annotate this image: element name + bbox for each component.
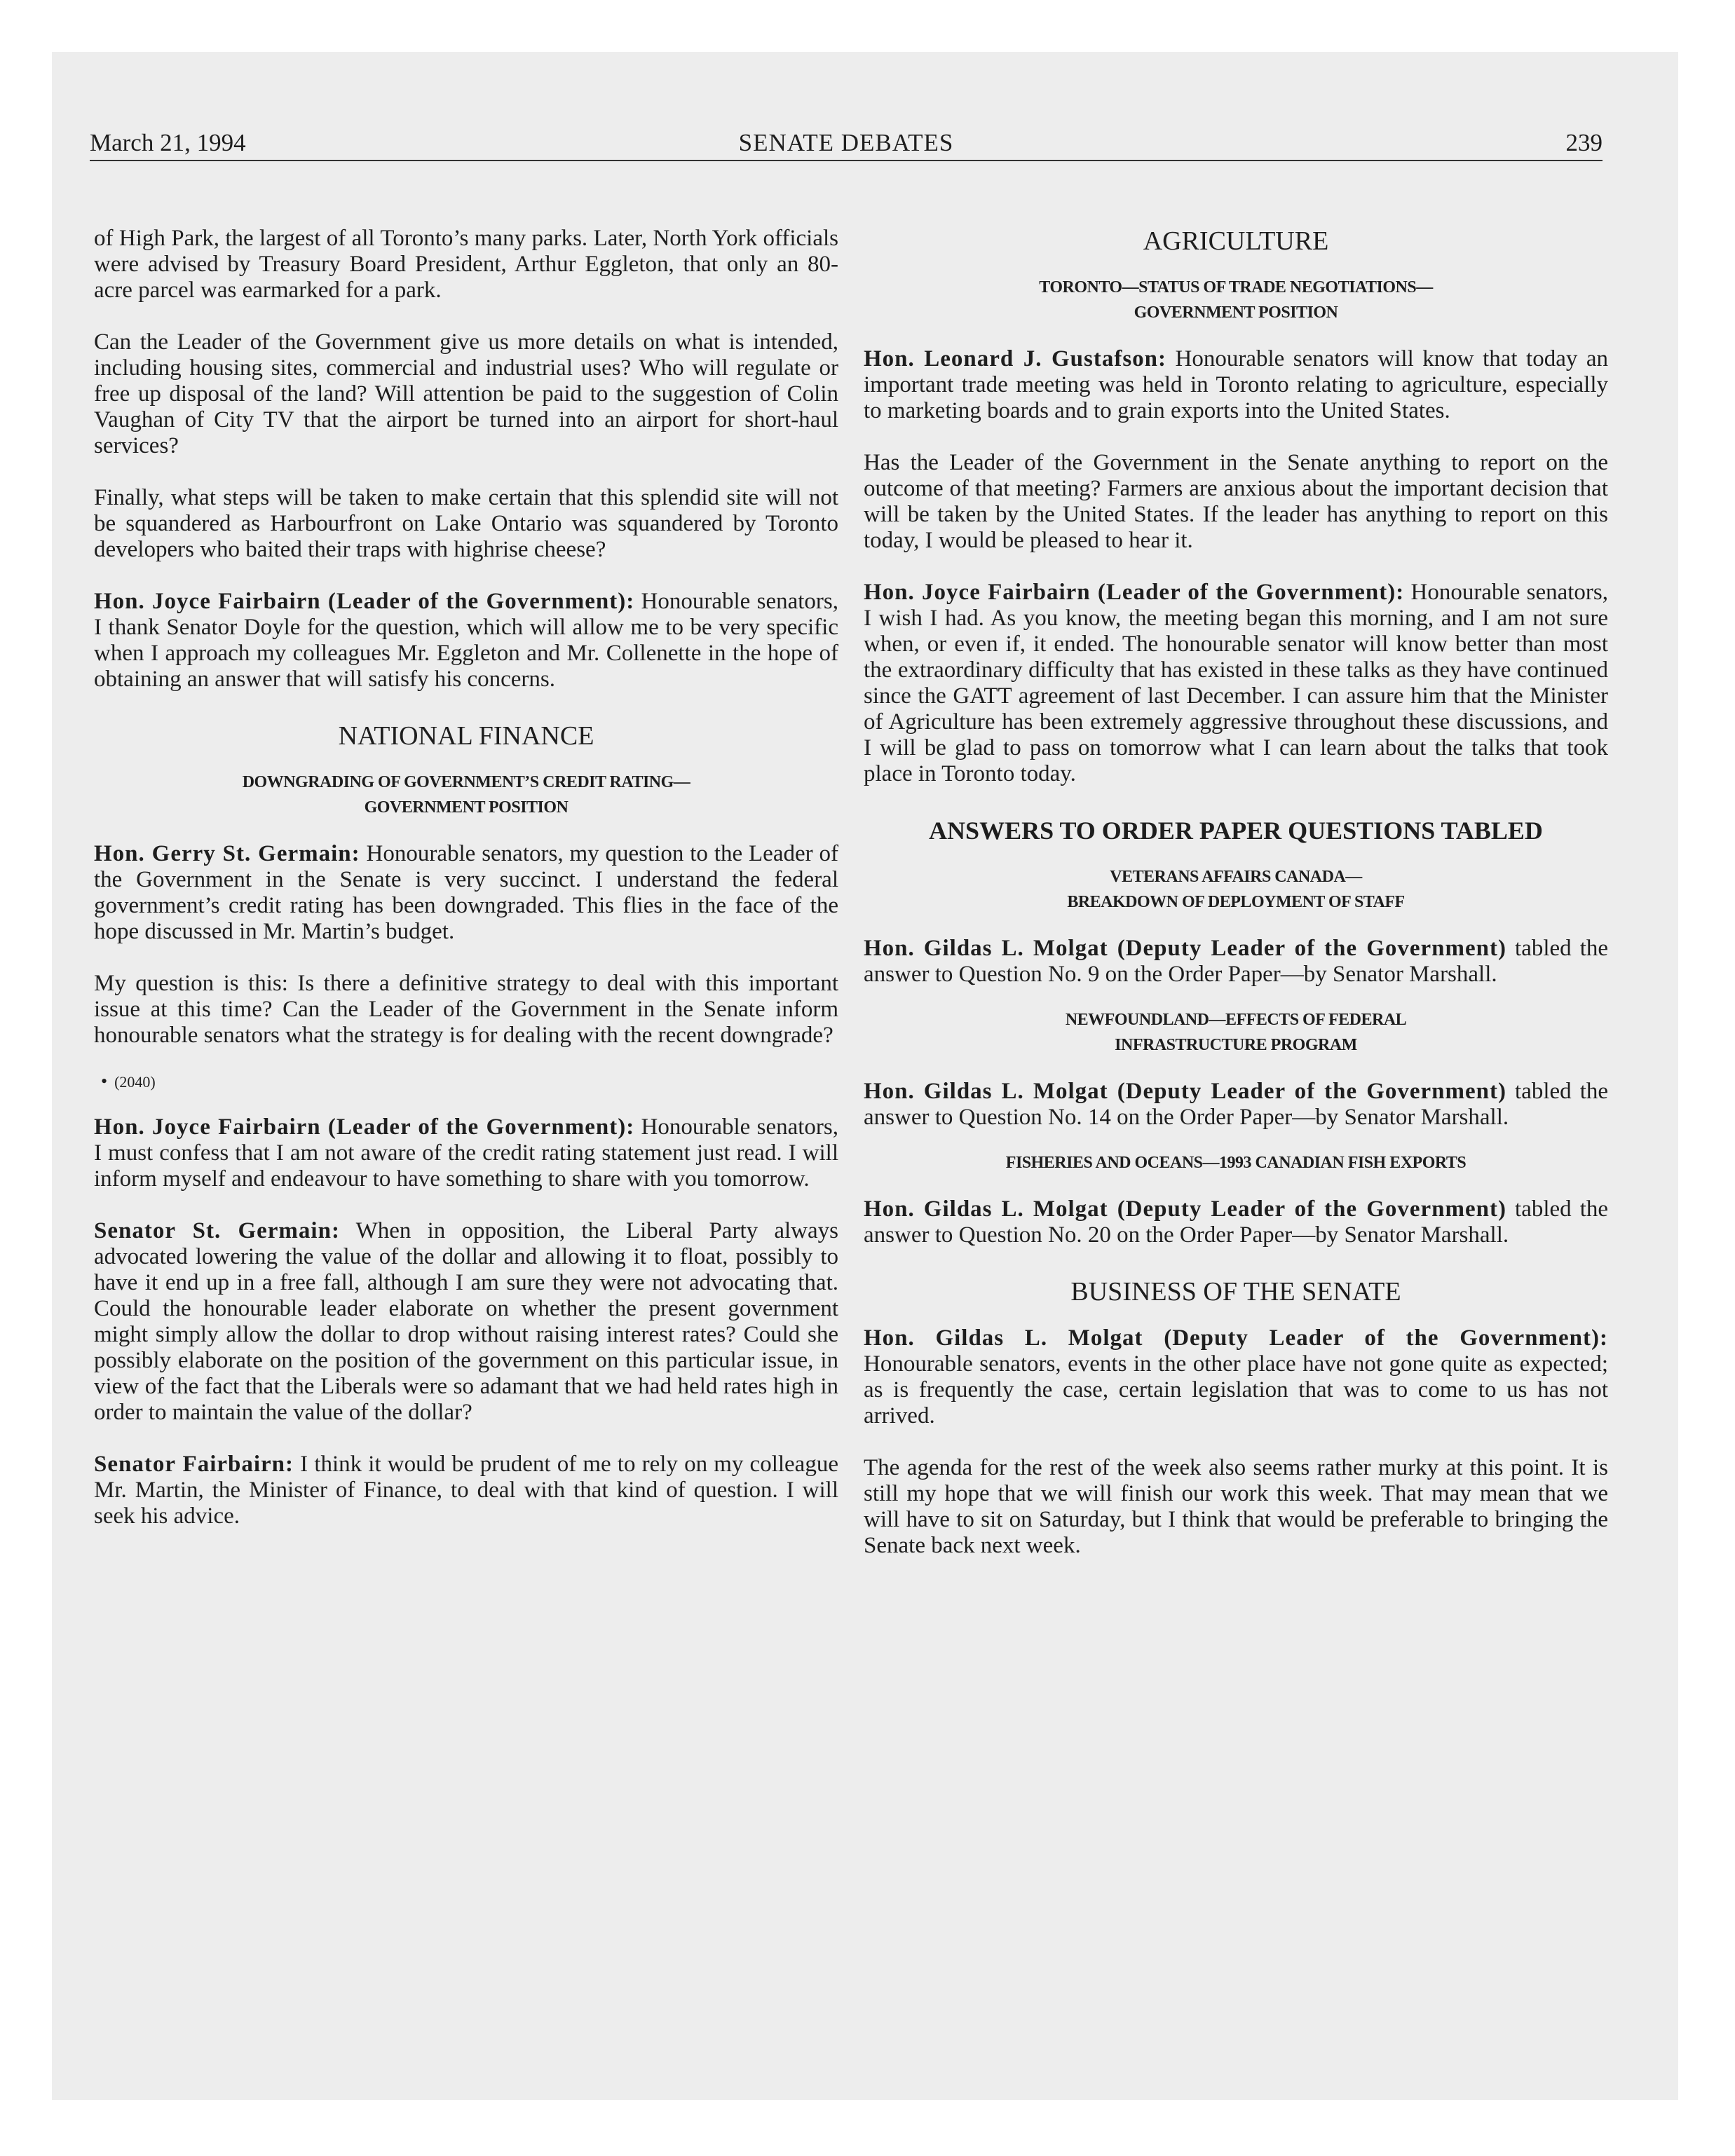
subheading-line: GOVERNMENT POSITION — [1134, 303, 1338, 322]
header-date: March 21, 1994 — [90, 129, 246, 156]
subheading — [864, 1007, 1608, 1058]
page-number: 239 — [1565, 129, 1603, 156]
section-heading: BUSINESS OF THE SENATE — [1070, 1277, 1401, 1306]
subheading-line: INFRASTRUCTURE PROGRAM — [1115, 1036, 1357, 1054]
page-header — [90, 129, 1603, 161]
paragraph — [94, 589, 838, 692]
subheading-line: TORONTO—STATUS OF TRADE NEGOTIATIONS— — [1039, 278, 1433, 296]
header-title: SENATE DEBATES — [738, 129, 954, 156]
speaker-name: Senator St. Germain: — [94, 1218, 340, 1243]
speaker-name: Hon. Gildas L. Molgat (Deputy Leader of the Government) — [864, 1196, 1506, 1222]
speaker-name: Hon. Joyce Fairbairn (Leader of the Government): — [864, 580, 1405, 605]
subheading-line: FISHERIES AND OCEANS—1993 CANADIAN FISH EXPORTS — [1005, 1154, 1467, 1172]
section-heading: ANSWERS TO ORDER PAPER QUESTIONS TABLED — [929, 817, 1543, 845]
speech-text: Honourable senators, I must confess that I am not aware of the credit rating statement just read. I will inform myself and endeavour to have something to share with you tomorrow. — [94, 1114, 838, 1192]
speech-text: Honourable senators, my question to the Leader of the Government in the Senate is very succinct. I understand the federal government’s credit rating has been downgraded. This flies in the face of the hope discussed in Mr. Martin’s budget. — [94, 841, 838, 944]
subheading-line: GOVERNMENT POSITION — [364, 798, 569, 817]
speech-text: Honourable senators, I thank Senator Doyle for the question, which will allow me to be very specific when I approach my colleagues Mr. Eggleton and Mr. Collenette in the hope of obtaining an answer that will satisfy his concerns. — [94, 589, 838, 692]
paragraph — [864, 1079, 1608, 1131]
subheading — [864, 275, 1608, 325]
paragraph — [94, 1452, 838, 1529]
speaker-name: Senator Fairbairn: — [94, 1452, 294, 1477]
speaker-name: Hon. Joyce Fairbairn (Leader of the Government): — [94, 1114, 635, 1140]
speaker-name: Hon. Leonard J. Gustafson: — [864, 346, 1167, 371]
speech-text: Honourable senators will know that today an important trade meeting was held in Toronto relating to agriculture, especially to marketing boards and to grain exports into the United States. — [864, 346, 1608, 423]
time-stamp-text: (2040) — [114, 1073, 156, 1091]
speaker-name: Hon. Gildas L. Molgat (Deputy Leader of the Government) — [864, 936, 1506, 961]
paragraph: Can the Leader of the Government give us more details on what is intended, including housing sites, commercial and industrial uses? Who will regulate or free up disposal of the land? Will attention be paid to the suggestion of Colin Vaughan of City TV that the airport be turned into an airport for short-haul services? — [94, 329, 838, 458]
speech-text: I think it would be prudent of me to rely on my colleague Mr. Martin, the Minister of Finance, to deal with that kind of question. I will seek his advice. — [94, 1452, 838, 1529]
speaker-name: Hon. Gerry St. Germain: — [94, 841, 360, 866]
bullet-icon: • — [101, 1071, 108, 1091]
paragraph — [864, 1325, 1608, 1429]
time-stamp — [101, 1068, 838, 1095]
speaker-name: Hon. Gildas L. Molgat (Deputy Leader of the Government): — [864, 1325, 1608, 1351]
paragraph: Has the Leader of the Government in the Senate anything to report on the outcome of that meeting? Farmers are anxious about the important decision that will be taken by the United States. If the leader has anything to report on this today, I would be pleased to hear it. — [864, 450, 1608, 553]
section-heading: NATIONAL FINANCE — [338, 721, 594, 751]
speaker-name: Hon. Joyce Fairbairn (Leader of the Government): — [94, 589, 635, 614]
subheading-line: VETERANS AFFAIRS CANADA— — [1110, 868, 1362, 886]
paragraph: The agenda for the rest of the week also seems rather murky at this point. It is still my hope that we will finish our work this week. That may mean that we will have to sit on Saturday, but I think that would be preferable to bringing the Senate back next week. — [864, 1455, 1608, 1558]
speech-text: Honourable senators, I wish I had. As you know, the meeting began this morning, and I am not sure when, or even if, it ended. The honourable senator will know better than most the extraordinary difficulty that has existed in these talks as they have continued since the GATT agreement of last December. I can assure him that the Minister of Agriculture has been extremely aggressive throughout these discussions, and I will be glad to pass on tomorrow what I can learn about the talks that took place in Toronto today. — [864, 580, 1608, 786]
subheading — [864, 864, 1608, 915]
paragraph — [864, 580, 1608, 787]
paragraph: of High Park, the largest of all Toronto’s many parks. Later, North York officials were advised by Treasury Board President, Arthur Eggleton, that only an 80-acre parcel was earmarked for a park. — [94, 226, 838, 303]
section-heading: AGRICULTURE — [1143, 226, 1329, 256]
paragraph — [94, 1114, 838, 1192]
paragraph — [864, 1196, 1608, 1248]
speech-text: tabled the answer to Question No. 9 on the Order Paper—by Senator Marshall. — [864, 936, 1609, 987]
subheading-line: BREAKDOWN OF DEPLOYMENT OF STAFF — [1067, 893, 1405, 911]
paragraph — [94, 1218, 838, 1426]
left-column — [94, 226, 838, 1555]
right-column — [864, 226, 1608, 1585]
paragraph — [864, 936, 1608, 988]
subheading — [864, 1150, 1608, 1175]
subheading-line: DOWNGRADING OF GOVERNMENT’S CREDIT RATING— — [242, 773, 690, 791]
paragraph — [94, 841, 838, 945]
speech-text: tabled the answer to Question No. 20 on the Order Paper—by Senator Marshall. — [864, 1196, 1609, 1248]
speech-text: When in opposition, the Liberal Party always advocated lowering the value of the dollar and allowing it to float, possibly to have it end up in a free fall, although I am sure they were not advocating that. Could the honourable leader elaborate on whether the present government might simply allow the dollar to drop without raising interest rates? Could she possibly elaborate on the position of the government on this particular issue, in view of the fact that the Liberals were so adamant that we had held rates high in order to maintain the value of the dollar? — [94, 1218, 838, 1425]
speech-text: Honourable senators, events in the other place have not gone quite as expected; as is frequently the case, certain legislation that was to come to us has not arrived. — [864, 1351, 1608, 1428]
subheading — [94, 770, 838, 820]
paragraph — [864, 346, 1608, 424]
paragraph: Finally, what steps will be taken to make certain that this splendid site will not be squandered as Harbourfront on Lake Ontario was squandered by Toronto developers who baited their traps with highrise cheese? — [94, 485, 838, 562]
speaker-name: Hon. Gildas L. Molgat (Deputy Leader of the Government) — [864, 1079, 1506, 1104]
speech-text: tabled the answer to Question No. 14 on the Order Paper—by Senator Marshall. — [864, 1079, 1609, 1130]
subheading-line: NEWFOUNDLAND—EFFECTS OF FEDERAL — [1065, 1011, 1407, 1029]
paragraph: My question is this: Is there a definitive strategy to deal with this important issue at this time? Can the Leader of the Government in the Senate inform honourable senators what the strategy is for dealing with the recent downgrade? — [94, 971, 838, 1048]
